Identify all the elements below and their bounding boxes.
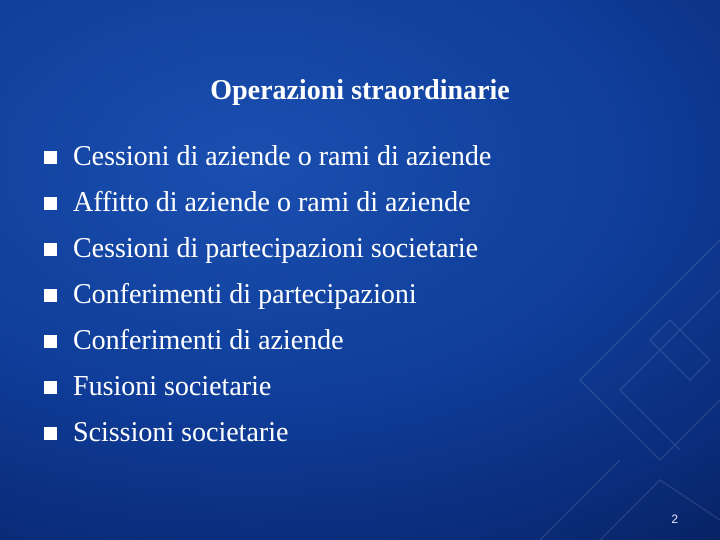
square-bullet-icon xyxy=(44,381,57,394)
list-item xyxy=(44,272,684,318)
bullet-list xyxy=(44,134,684,456)
square-bullet-icon xyxy=(44,289,57,302)
square-bullet-icon xyxy=(44,335,57,348)
list-item xyxy=(44,180,684,226)
list-item-text: Conferimenti di aziende xyxy=(73,325,344,356)
list-item xyxy=(44,134,684,180)
list-item xyxy=(44,226,684,272)
list-item xyxy=(44,364,684,410)
list-item xyxy=(44,410,684,456)
page-number: 2 xyxy=(671,512,678,526)
list-item-text: Affitto di aziende o rami di aziende xyxy=(73,187,471,218)
list-item-text: Scissioni societarie xyxy=(73,417,289,448)
slide-title: Operazioni straordinarie xyxy=(210,75,510,106)
square-bullet-icon xyxy=(44,427,57,440)
square-bullet-icon xyxy=(44,243,57,256)
list-item-text: Cessioni di partecipazioni societarie xyxy=(73,233,479,264)
list-item-text: Cessioni di aziende o rami di aziende xyxy=(73,141,492,172)
list-item xyxy=(44,318,684,364)
list-item-text: Fusioni societarie xyxy=(73,371,272,402)
square-bullet-icon xyxy=(44,197,57,210)
square-bullet-icon xyxy=(44,151,57,164)
list-item-text: Conferimenti di partecipazioni xyxy=(73,279,417,310)
